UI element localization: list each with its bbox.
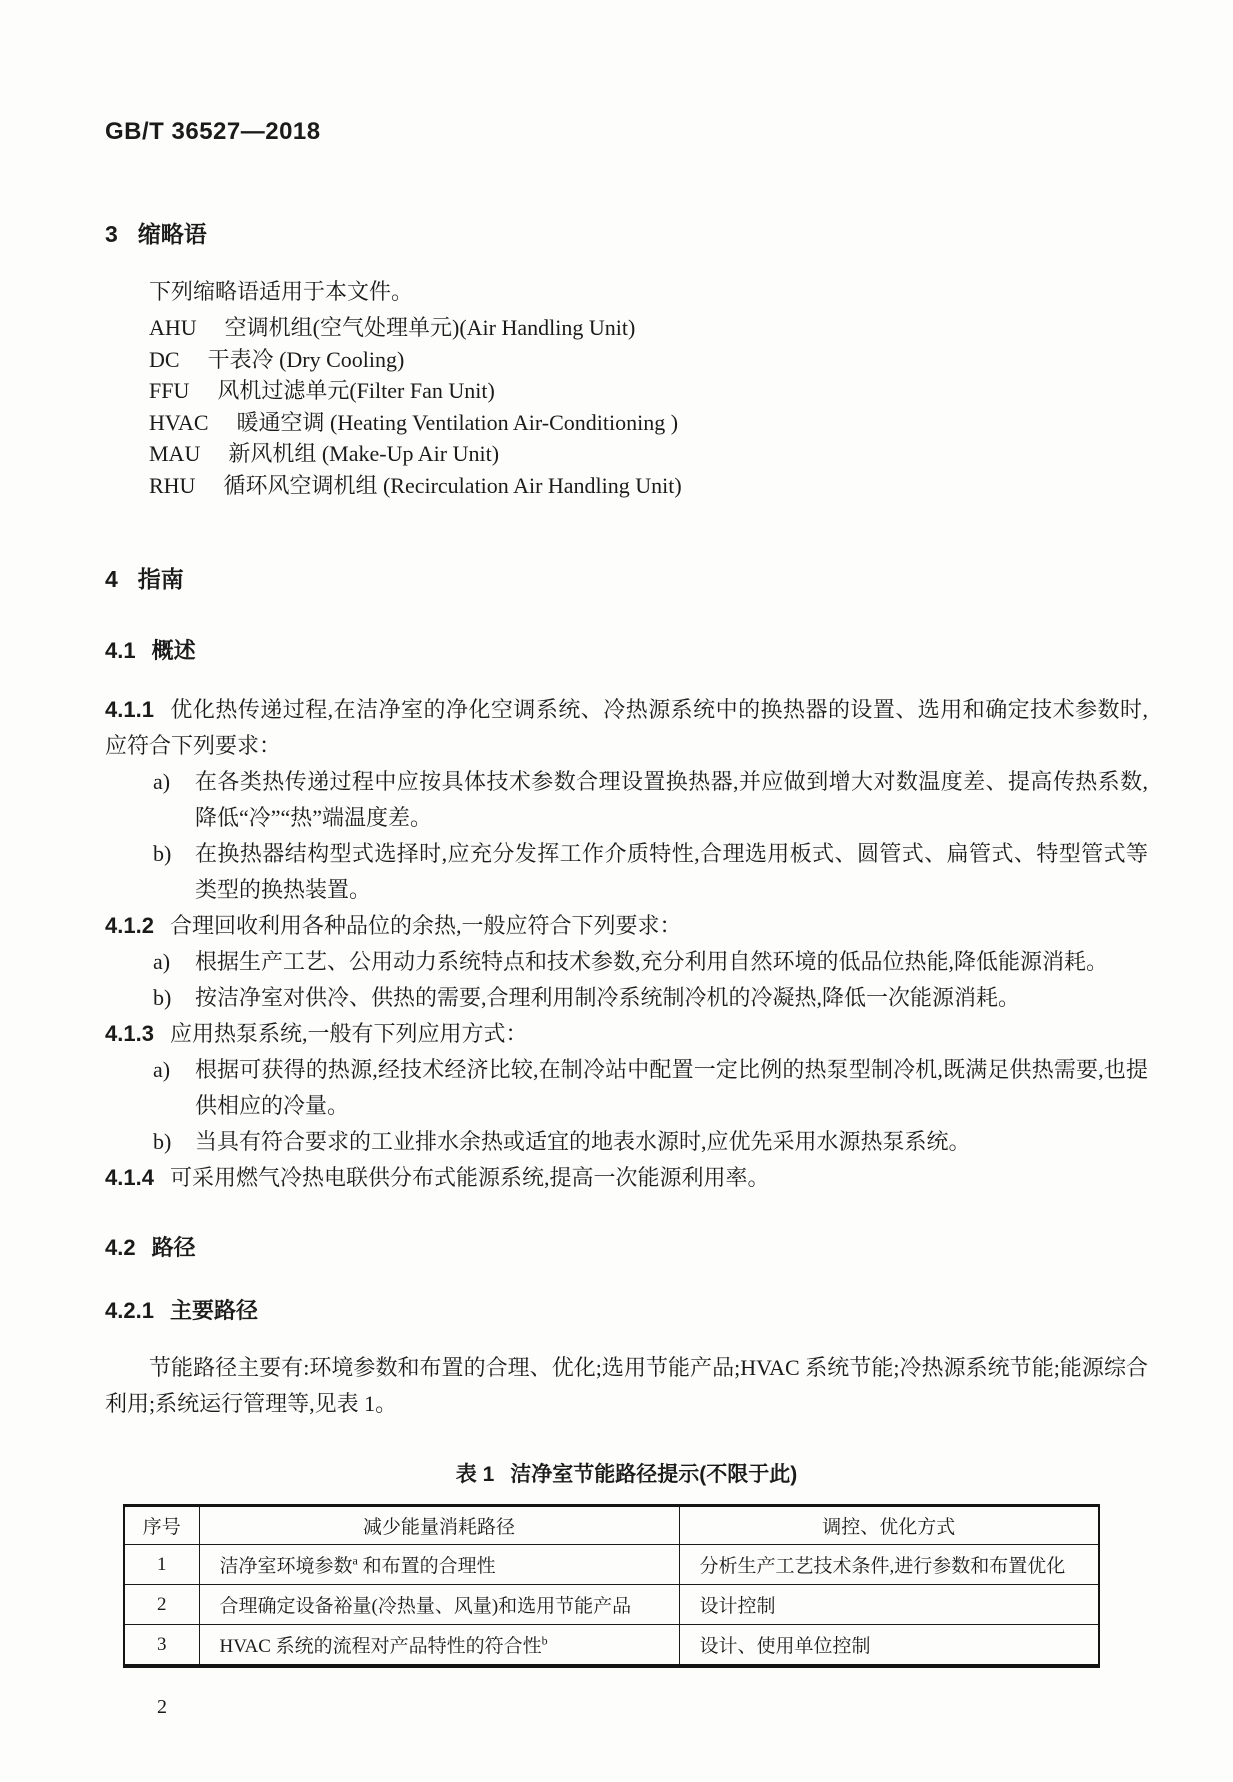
abbreviation-code: AHU (149, 315, 197, 340)
row-path-text: 合理确定设备裕量(冷热量、风量)和选用节能产品 (219, 1596, 632, 1617)
abbreviation-definition: 风机过滤单元(Filter Fan Unit) (217, 378, 495, 403)
column-header-path: 减少能量消耗路径 (199, 1506, 679, 1545)
clause-number: 4.1.4 (105, 1165, 154, 1190)
abbreviation-item (149, 312, 1148, 344)
section-number: 4.2.1 (105, 1298, 154, 1323)
clause-4-1-1 (105, 692, 1148, 764)
list-item-text: 在换热器结构型式选择时,应充分发挥工作介质特性,合理选用板式、圆管式、扁管式、特型管式等类型的换热装置。 (195, 841, 1148, 902)
list-item-label: a) (153, 769, 171, 794)
table-1 (123, 1504, 1100, 1668)
section-number: 4.1 (105, 638, 136, 663)
row-method: 分析生产工艺技术条件,进行参数和布置优化 (679, 1545, 1099, 1585)
footnote-marker: a (352, 1553, 358, 1568)
abbreviation-definition: 新风机组 (Make-Up Air Unit) (228, 441, 500, 466)
row-path (199, 1545, 679, 1585)
abbreviation-code: FFU (149, 378, 190, 403)
row-path-rest: 和布置的合理性 (357, 1556, 496, 1577)
section-4-heading (105, 565, 1148, 593)
column-header-method: 调控、优化方式 (679, 1506, 1099, 1545)
table-1-caption (105, 1458, 1148, 1488)
table-caption-text: 洁净室节能路径提示(不限于此) (510, 1463, 798, 1486)
section-number: 4.2 (105, 1235, 136, 1260)
list-item-a (153, 944, 1148, 980)
row-path (199, 1585, 679, 1625)
clause-4-1-4 (105, 1160, 1148, 1196)
row-path (199, 1625, 679, 1667)
list-item-label: b) (153, 841, 172, 866)
table-header-row (124, 1506, 1099, 1545)
abbreviation-list (149, 312, 1148, 501)
abbreviation-definition: 空调机组(空气处理单元)(Air Handling Unit) (224, 315, 636, 340)
row-method: 设计、使用单位控制 (679, 1625, 1099, 1667)
abbreviation-code: DC (149, 346, 180, 372)
list-item-text: 根据生产工艺、公用动力系统特点和技术参数,充分利用自然环境的低品位热能,降低能源消耗。 (195, 949, 1109, 974)
list-item-b (153, 980, 1148, 1016)
table-row (124, 1625, 1099, 1667)
page-number: 2 (157, 1696, 167, 1718)
clause-4-1-3 (105, 1016, 1148, 1052)
section-title: 主要路径 (169, 1298, 258, 1323)
column-header-no: 序号 (124, 1506, 199, 1545)
row-path-text: HVAC 系统的流程对产品特性的符合性 (219, 1636, 542, 1657)
clause-text: 可采用燃气冷热电联供分布式能源系统,提高一次能源利用率。 (169, 1165, 770, 1190)
section-number: 3 (105, 221, 118, 247)
row-method: 设计控制 (679, 1585, 1099, 1625)
standard-number-header: GB/T 36527—2018 (105, 118, 321, 145)
list-item-text: 在各类热传递过程中应按具体技术参数合理设置换热器,并应做到增大对数温度差、提高传热系数,降低“冷”“热”端温度差。 (195, 769, 1148, 830)
clause-number: 4.1.3 (105, 1021, 154, 1046)
clause-text: 优化热传递过程,在洁净室的净化空调系统、冷热源系统中的换热器的设置、选用和确定技术参数时,应符合下列要求： (105, 697, 1148, 758)
row-number: 1 (124, 1545, 199, 1585)
table-row (124, 1545, 1099, 1585)
abbreviation-item (149, 438, 1148, 470)
section-3-heading (105, 220, 1148, 248)
list-item-a (153, 1052, 1148, 1124)
list-item-b (153, 836, 1148, 908)
section-4-1-heading (105, 637, 1148, 664)
row-path-text: 洁净室环境参数 (219, 1556, 353, 1577)
abbreviation-code: HVAC (149, 409, 209, 435)
abbreviation-item (149, 344, 1148, 376)
list-item-a (153, 764, 1148, 836)
abbreviations-intro: 下列缩略语适用于本文件。 (149, 279, 414, 304)
clause-4-1-2 (105, 908, 1148, 944)
list-item-text: 根据可获得的热源,经技术经济比较,在制冷站中配置一定比例的热泵型制冷机,既满足供热需要,也提供相应的冷量。 (195, 1057, 1148, 1118)
table-row (124, 1585, 1099, 1625)
abbreviation-item (149, 375, 1148, 407)
abbreviation-item (149, 407, 1148, 439)
clause-number: 4.1.1 (105, 697, 154, 722)
abbreviation-definition: 干表冷 (Dry Cooling) (207, 346, 405, 372)
section-title: 缩略语 (137, 221, 207, 247)
list-item-label: a) (153, 1057, 171, 1082)
list-item-label: b) (153, 985, 172, 1010)
paths-paragraph: 节能路径主要有:环境参数和布置的合理、优化;选用节能产品;HVAC 系统节能;冷热源系统节能;能源综合利用;系统运行管理等,见表 1。 (105, 1355, 1148, 1416)
section-4-2-1-heading (105, 1297, 1148, 1324)
list-item-b (153, 1124, 1148, 1160)
section-4-2-heading (105, 1234, 1148, 1261)
abbreviation-code: MAU (149, 441, 201, 466)
section-number: 4 (105, 566, 118, 592)
list-item-text: 当具有符合要求的工业排水余热或适宜的地表水源时,应优先采用水源热泵系统。 (195, 1129, 971, 1154)
section-title: 概述 (151, 638, 196, 663)
abbreviation-definition: 暖通空调 (Heating Ventilation Air-Conditioning ) (236, 409, 679, 435)
abbreviation-code: RHU (149, 472, 196, 498)
table-caption-label: 表 1 (455, 1463, 495, 1486)
section-title: 路径 (151, 1235, 196, 1260)
clause-text: 应用热泵系统,一般有下列应用方式： (169, 1021, 528, 1046)
row-number: 2 (124, 1585, 199, 1625)
clause-number: 4.1.2 (105, 913, 154, 938)
clause-text: 合理回收利用各种品位的余热,一般应符合下列要求： (169, 913, 682, 938)
list-item-label: a) (153, 949, 171, 974)
list-item-label: b) (153, 1129, 172, 1154)
abbreviation-item (149, 470, 1148, 502)
footnote-marker: b (541, 1633, 548, 1648)
row-number: 3 (124, 1625, 199, 1667)
list-item-text: 按洁净室对供冷、供热的需要,合理利用制冷系统制冷机的冷凝热,降低一次能源消耗。 (195, 985, 1021, 1010)
section-title: 指南 (137, 566, 184, 592)
abbreviation-definition: 循环风空调机组 (Recirculation Air Handling Unit) (223, 472, 682, 498)
